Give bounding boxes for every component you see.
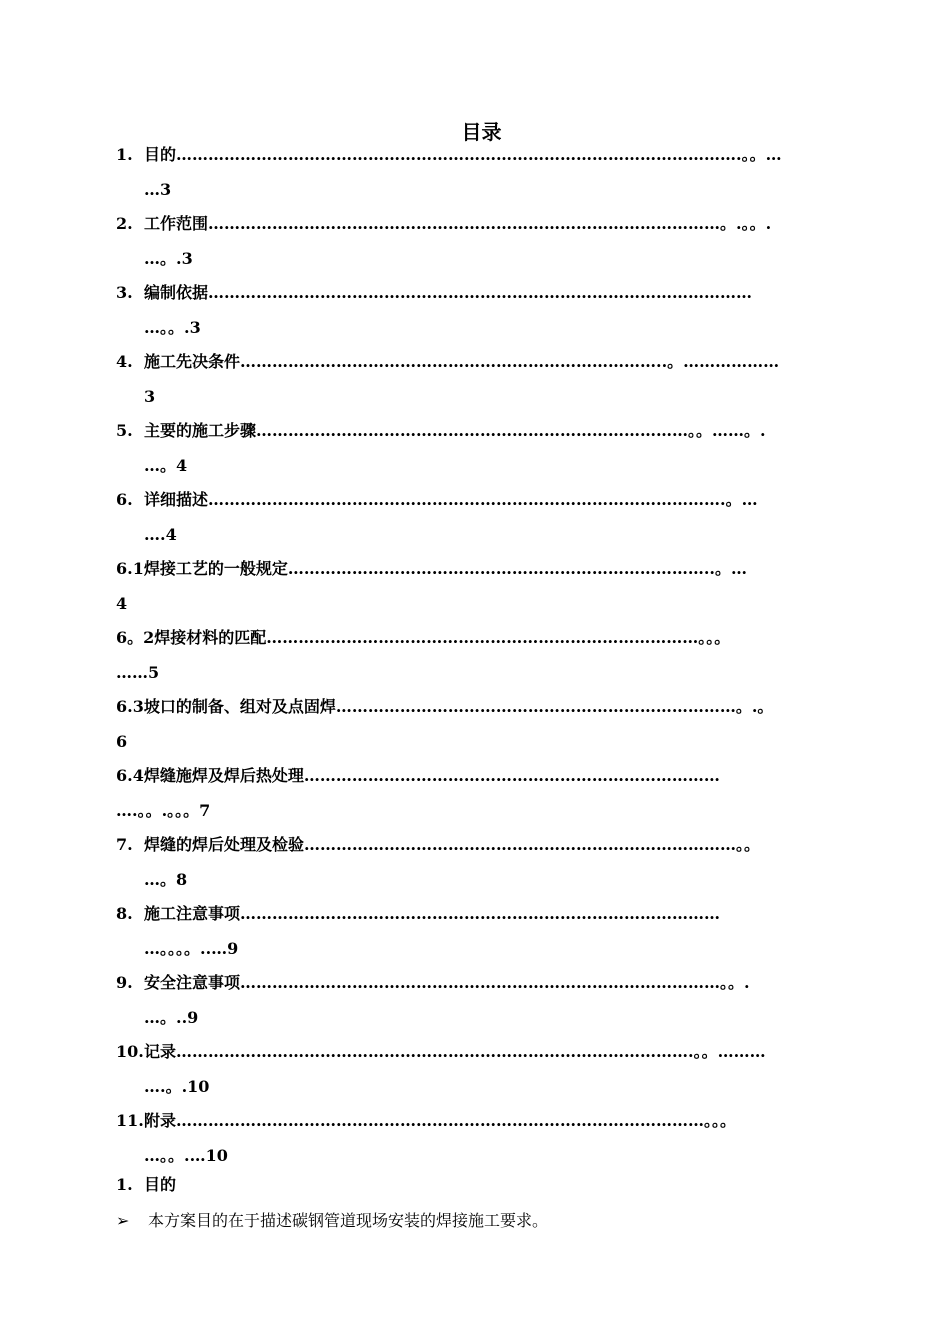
body-paragraph — [116, 1204, 548, 1238]
toc-entry-page: ……5 — [116, 662, 160, 682]
toc-entry-text: 焊接材料的匹配………………………………………………………………………。。。 — [154, 628, 731, 647]
toc-entry-4[interactable] — [116, 345, 856, 414]
toc-entry-6-4[interactable] — [116, 759, 856, 828]
toc-entry-number: 3. — [116, 283, 133, 302]
toc-entry-number: 6。2 — [116, 628, 155, 647]
toc-entry-number: 10. — [116, 1042, 144, 1061]
toc-entry-number: 6. — [116, 490, 133, 509]
arrow-bullet-icon: ➢ — [116, 1211, 130, 1230]
toc-entry-7[interactable] — [116, 828, 856, 897]
toc-title: 目录 — [461, 120, 502, 144]
toc-entry-page: …。。。。..…9 — [144, 938, 239, 958]
section-number: 1. — [116, 1175, 133, 1194]
table-of-contents — [116, 138, 856, 1173]
toc-entry-page: …。8 — [144, 869, 188, 889]
toc-entry-text: 焊缝施焊及焊后热处理…………………………………………………………………… — [143, 766, 720, 785]
toc-entry-number: 7. — [116, 835, 133, 854]
toc-entry-page: …。。.3 — [144, 317, 201, 337]
toc-entry-number: 4. — [116, 352, 133, 371]
toc-entry-text: 附录………………………………………………………………………………………。。。 — [144, 1111, 737, 1130]
toc-entry-text: 编制依据………………………………………………………………………………………… — [144, 283, 753, 302]
toc-entry-10[interactable] — [116, 1035, 856, 1104]
section-heading — [116, 1168, 176, 1202]
toc-entry-6[interactable] — [116, 483, 856, 552]
toc-entry-8[interactable] — [116, 897, 856, 966]
toc-entry-number: 5. — [116, 421, 133, 440]
toc-entry-text: 记录…………………………………………………………………………………….。。……… — [144, 1042, 766, 1061]
toc-entry-number: 6.1 — [116, 559, 144, 578]
toc-entry-6-1[interactable] — [116, 552, 856, 621]
toc-entry-6-3[interactable] — [116, 690, 856, 759]
toc-entry-number: 9. — [116, 973, 133, 992]
toc-entry-page: …。。.…10 — [144, 1145, 228, 1165]
toc-entry-number: 6.3 — [116, 697, 144, 716]
toc-entry-page: …3 — [144, 179, 172, 199]
toc-entry-11[interactable] — [116, 1104, 856, 1173]
toc-entry-text: 施工注意事项……………………………………………………………………………… — [144, 904, 721, 923]
toc-entry-page: ….4 — [144, 524, 177, 544]
toc-entry-number: 8. — [116, 904, 133, 923]
toc-entry-5[interactable] — [116, 414, 856, 483]
toc-entry-number: 11. — [116, 1111, 144, 1130]
toc-entry-page: 4 — [116, 593, 128, 613]
toc-entry-text: 焊缝的焊后处理及检验………………………………………………………………………。。 — [144, 835, 761, 854]
toc-entry-text: 工作范围……………………………………………………………………………………。.。。. — [144, 214, 772, 233]
toc-entry-9[interactable] — [116, 966, 856, 1035]
toc-entry-number: 2. — [116, 214, 133, 233]
toc-entry-page: 3 — [144, 386, 156, 406]
toc-entry-text: 安全注意事项………………………………………………………………………………。。. — [144, 973, 750, 992]
toc-entry-2[interactable] — [116, 207, 856, 276]
toc-entry-3[interactable] — [116, 276, 856, 345]
section-title: 目的 — [144, 1175, 177, 1194]
toc-entry-page: ….。。.。。。7 — [116, 800, 211, 820]
toc-entry-6-2[interactable] — [116, 621, 856, 690]
toc-entry-number: 1. — [116, 145, 133, 164]
body-text: 本方案目的在于描述碳钢管道现场安装的焊接施工要求。 — [148, 1211, 549, 1230]
toc-entry-page: 6 — [116, 731, 128, 751]
toc-entry-text: 施工先决条件……………………………………………………………………..。……………… — [144, 352, 780, 371]
toc-entry-page: …。.3 — [144, 248, 193, 268]
toc-entry-text: 详细描述…………………………………………………………………………………….。… — [144, 490, 758, 509]
toc-entry-number: 6.4 — [116, 766, 144, 785]
toc-entry-page: ….。.10 — [144, 1076, 210, 1096]
toc-entry-text: 主要的施工步骤………………………………………………………………………。。……。. — [144, 421, 766, 440]
toc-entry-text: 坡口的制备、组对及点固焊…………………………………………………………………。.。 — [143, 697, 774, 716]
toc-entry-text: 焊接工艺的一般规定……………………………………………………………………..。… — [143, 559, 747, 578]
toc-entry-1[interactable] — [116, 138, 856, 207]
toc-entry-page: …。..9 — [144, 1007, 199, 1027]
toc-entry-text: 目的…………………………………………………………………………………………….。。… — [144, 145, 782, 164]
toc-entry-page: …。4 — [144, 455, 188, 475]
